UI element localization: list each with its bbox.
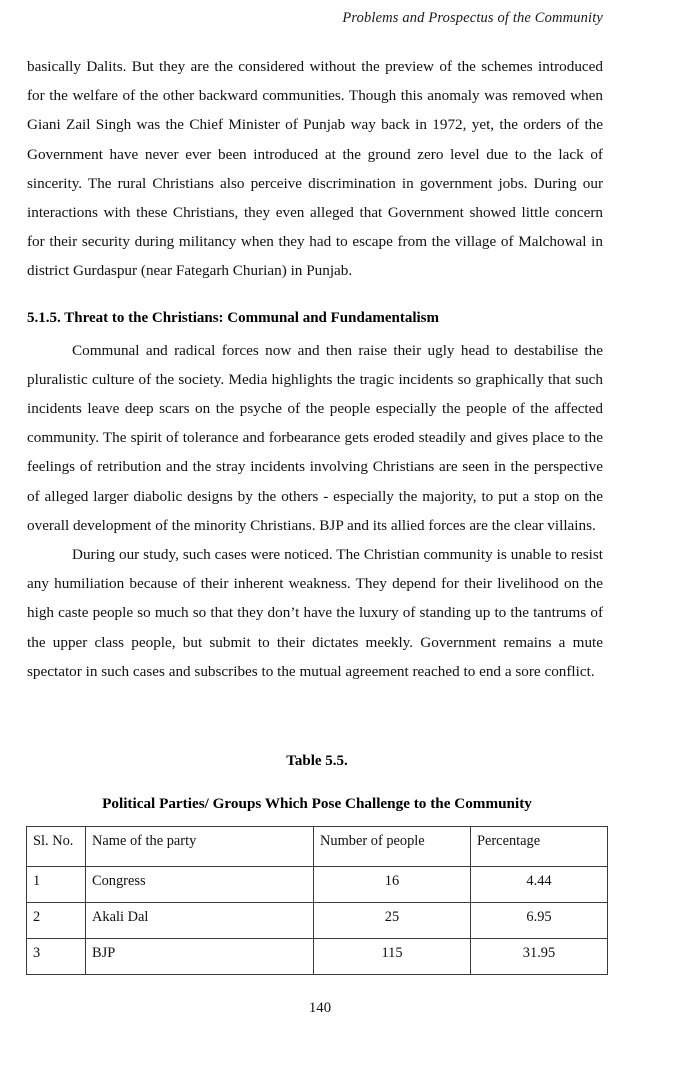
table-title: Political Parties/ Groups Which Pose Challenge to the Community (102, 795, 532, 812)
running-header: Problems and Prospectus of the Community (342, 10, 603, 26)
body-text-block (27, 52, 603, 686)
column-header-percentage: Percentage (471, 827, 608, 867)
cell-party-name: BJP (86, 939, 314, 975)
cell-sl-no: 2 (27, 903, 86, 939)
table-header (27, 827, 608, 867)
table-row (27, 939, 608, 975)
column-header-sl-no: Sl. No. (27, 827, 86, 867)
cell-number: 16 (314, 867, 471, 903)
cell-sl-no: 1 (27, 867, 86, 903)
table-container (26, 826, 607, 975)
column-header-name-of-the-party: Name of the party (86, 827, 314, 867)
table-row (27, 903, 608, 939)
paragraph-during-our-study: During our study, such cases were noticed. The Christian community is unable to resist any humiliation because of their inherent weakness. They depend for their livelihood on the high caste people so much so that they don’t have the luxury of standing up to the tantrums of the upper class people, but submit to their dictates meekly. Government remains a mute spectator in such cases and subscribes to the mutual agreement reached to end a sore conflict. (27, 546, 603, 680)
cell-percentage: 4.44 (471, 867, 608, 903)
political-parties-table (26, 826, 608, 975)
table-row (27, 867, 608, 903)
cell-percentage: 6.95 (471, 903, 608, 939)
cell-party-name: Congress (86, 867, 314, 903)
table-header-row (27, 827, 608, 867)
page-number: 140 (308, 1000, 332, 1016)
cell-sl-no: 3 (27, 939, 86, 975)
cell-number: 25 (314, 903, 471, 939)
table-body (27, 867, 608, 975)
cell-number: 115 (314, 939, 471, 975)
paragraph-dalits-schemes: basically Dalits. But they are the considered without the preview of the schemes introduced for the welfare of the other backward communities. Though this anomaly was removed when Giani Zail Singh was the Chief Minister of Punjab way back in 1972, yet, the orders of the Government have never ever been introduced at the ground zero level due to the lack of sincerity. The rural Christians also perceive discrimination in government jobs. During our interactions with these Christians, they even alleged that Government showed little concern for their security during militancy when they had to escape from the village of Malchowal in district Gurdaspur (near Fategarh Churian) in Punjab. (27, 58, 603, 280)
table-number-label: Table 5.5. (286, 753, 348, 769)
column-header-number-of-people: Number of people (314, 827, 471, 867)
table-caption-block (27, 750, 607, 815)
paragraph-communal-forces: Communal and radical forces now and then raise their ugly head to destabilise the pluralistic culture of the society. Media highlights the tragic incidents so graphically that such incidents leave deep scars on the psyche of the people especially the people of the affected community. The spirit of tolerance and forbearance gets eroded steadily and gives place to the feelings of retribution and the stray incidents involving Christians are seen in the perspective of alleged larger diabolic designs by the others - especially the majority, to put a stop on the overall development of the minority Christians. BJP and its allied forces are the clear villains. (27, 341, 603, 534)
cell-party-name: Akali Dal (86, 903, 314, 939)
section-heading-5-1-5: 5.1.5. Threat to the Christians: Communal and Fundamentalism (27, 309, 439, 326)
cell-percentage: 31.95 (471, 939, 608, 975)
